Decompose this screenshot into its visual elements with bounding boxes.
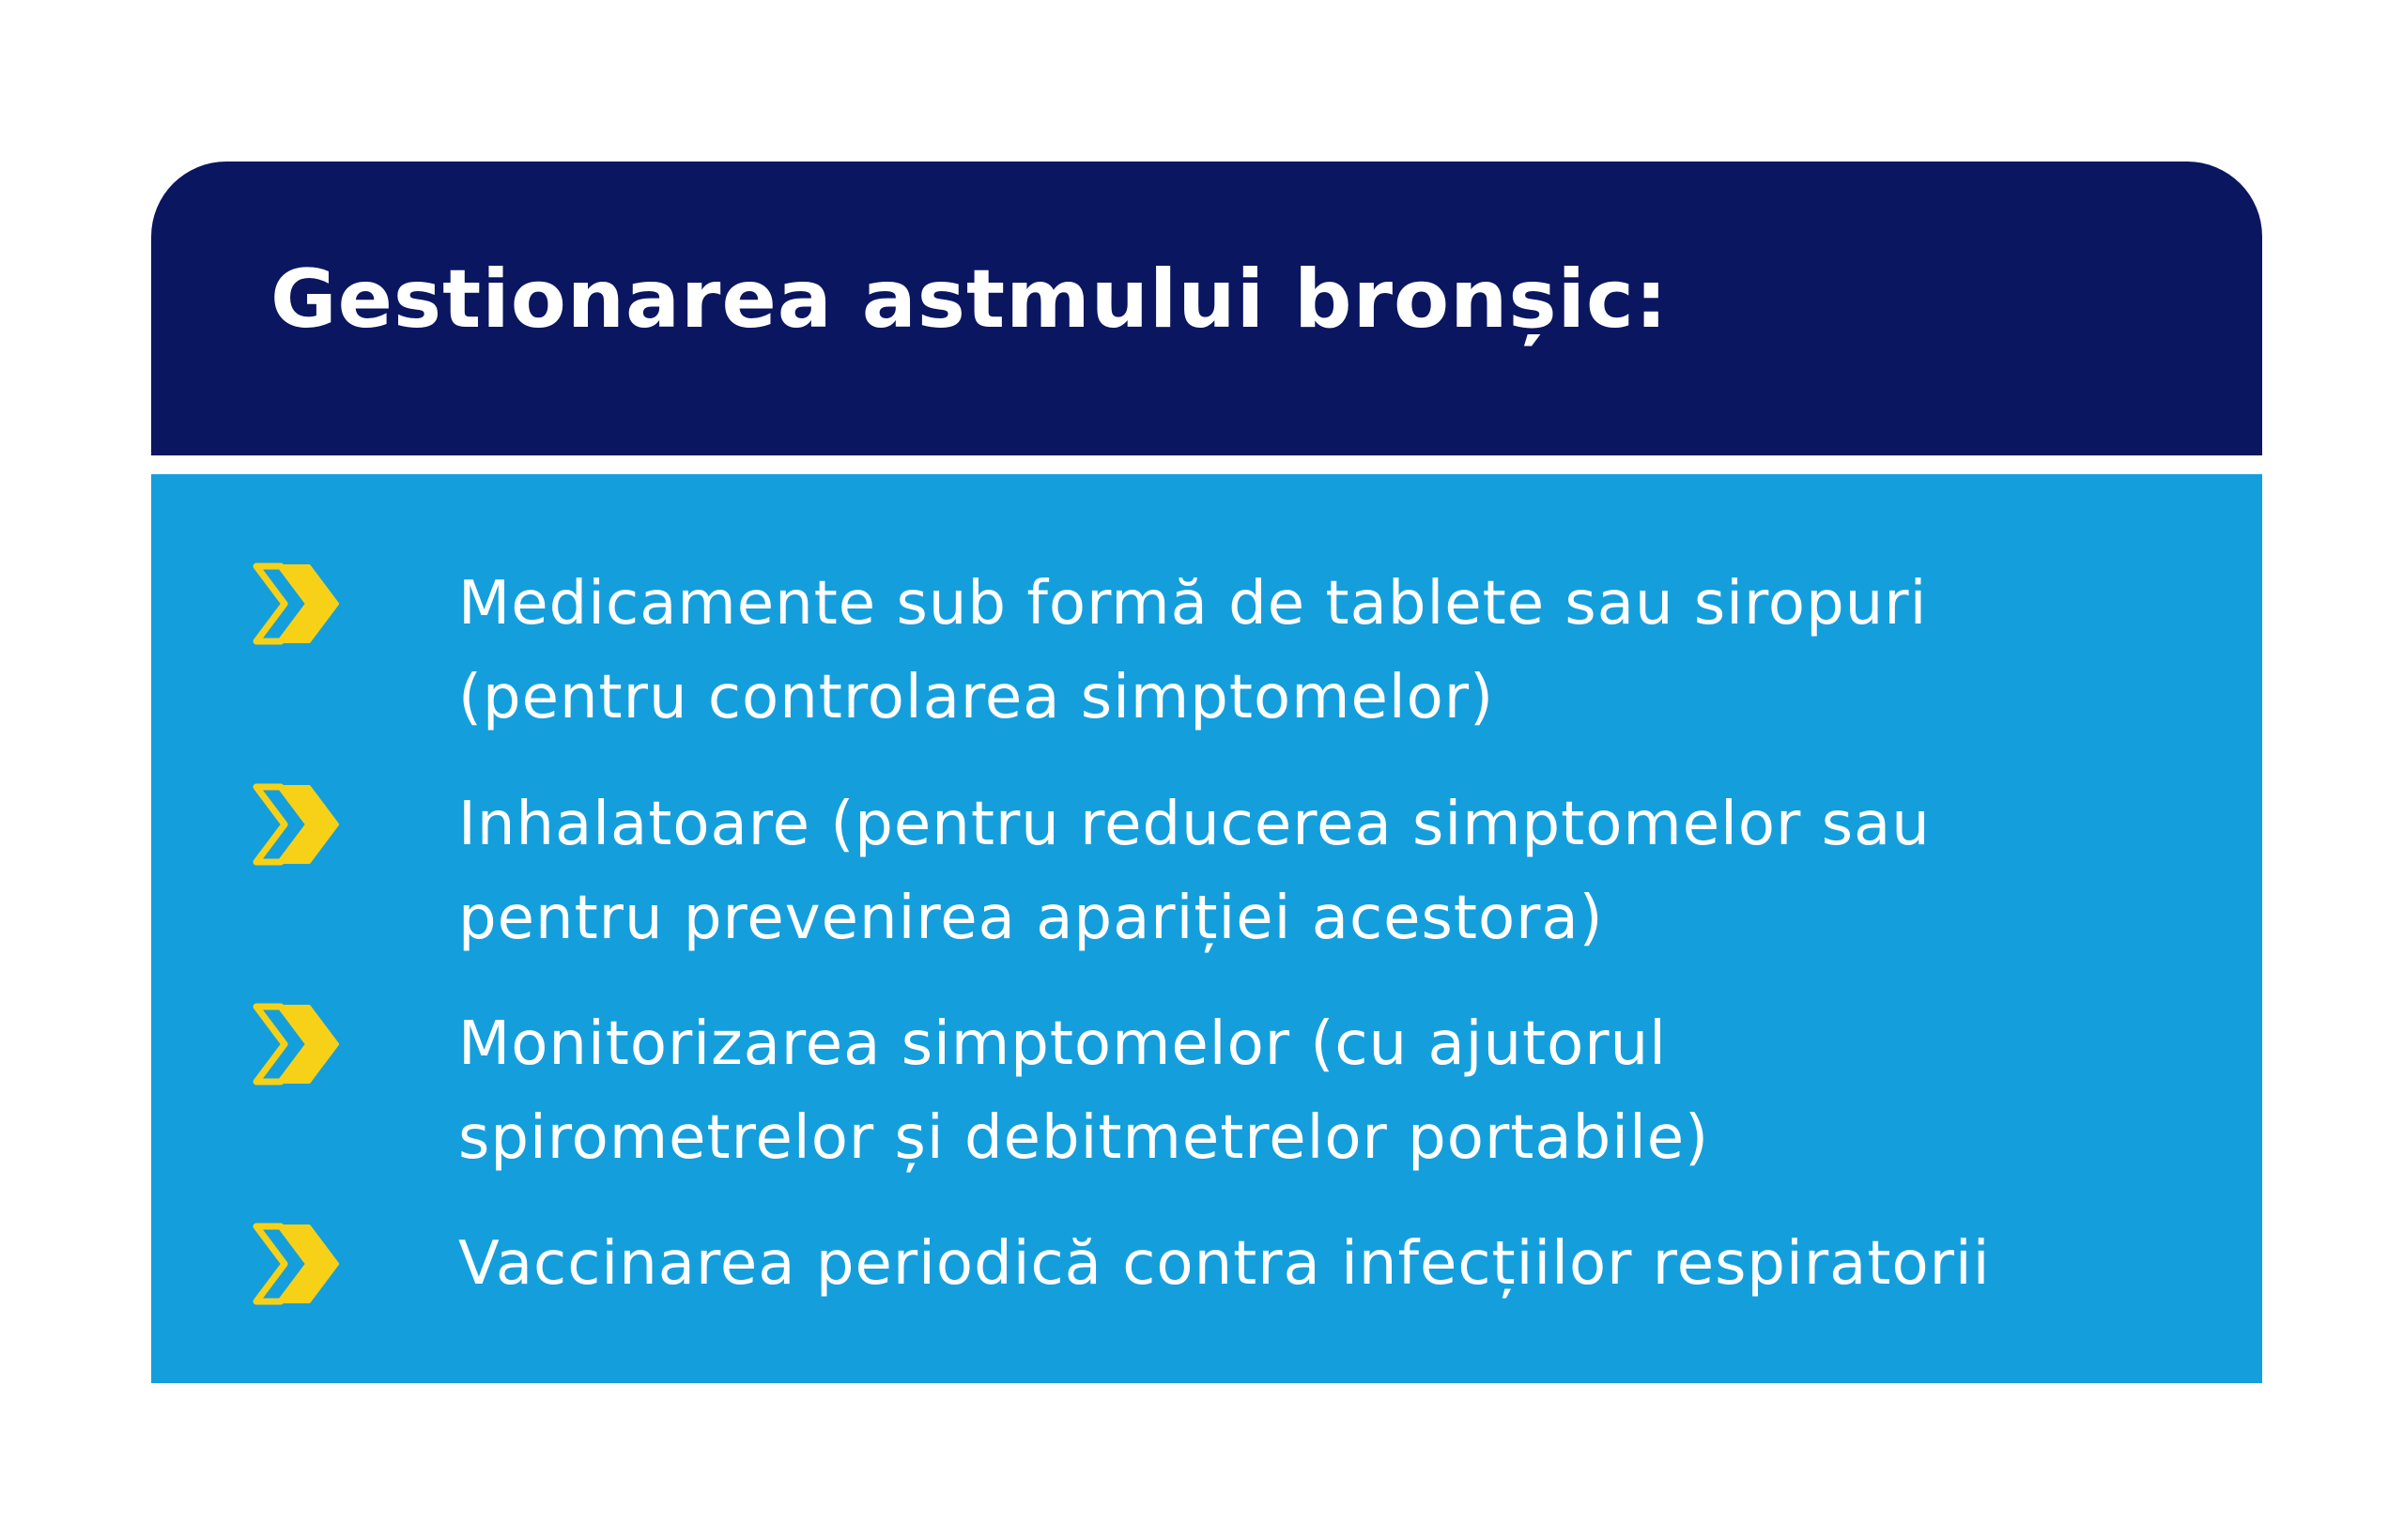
double-chevron-right-icon — [253, 1001, 339, 1087]
list-item-text: Inhalatoare (pentru reducerea simptomelor sau pentru prevenirea apariției acestora) — [458, 790, 1931, 953]
list-item-text: Medicamente sub formă de tablete sau siropuri (pentru controlarea simptomelor) — [458, 569, 1928, 732]
card-title: Gestionarea astmului bronșic: — [270, 253, 1669, 346]
asthma-management-card — [151, 162, 2262, 1383]
double-chevron-right-icon — [253, 561, 339, 647]
card-body — [151, 474, 2262, 1383]
list-item-text: Monitorizarea simptomelor (cu ajutorul spirometrelor și debitmetrelor portabile) — [458, 1009, 1710, 1173]
card-header — [151, 162, 2262, 455]
header-divider — [151, 455, 2262, 474]
double-chevron-right-icon — [253, 1221, 339, 1307]
double-chevron-right-icon — [253, 781, 339, 868]
list-item-text: Vaccinarea periodică contra infecțiilor respiratorii — [458, 1229, 1991, 1299]
